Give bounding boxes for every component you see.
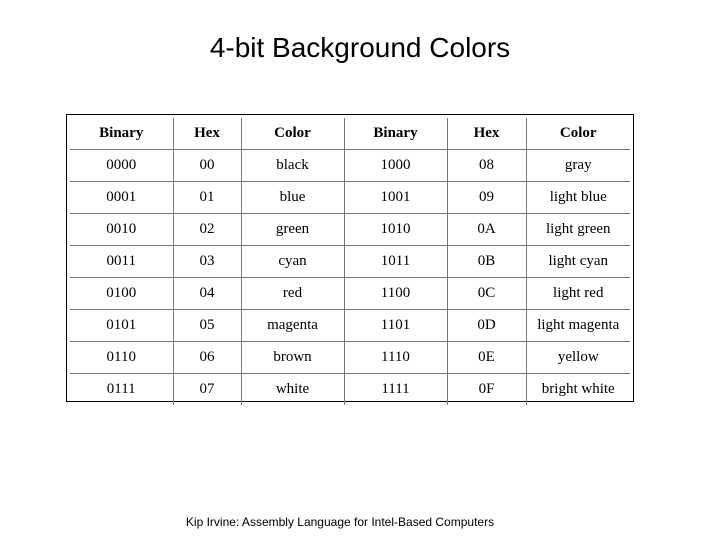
table-cell: light magenta <box>526 310 630 342</box>
table-cell: 05 <box>173 310 241 342</box>
table-cell: black <box>241 150 344 182</box>
table-cell: 0001 <box>70 182 173 214</box>
table-cell: 1000 <box>344 150 447 182</box>
table-cell: 06 <box>173 342 241 374</box>
table-row <box>70 342 630 374</box>
color-table <box>70 118 630 405</box>
header-binary-2: Binary <box>344 118 447 150</box>
table-cell: 1101 <box>344 310 447 342</box>
table-cell: 1100 <box>344 278 447 310</box>
table-cell: 0110 <box>70 342 173 374</box>
table-cell: 00 <box>173 150 241 182</box>
table-cell: bright white <box>526 374 630 406</box>
table-row <box>70 246 630 278</box>
table-cell: cyan <box>241 246 344 278</box>
table-cell: 0010 <box>70 214 173 246</box>
header-binary-1: Binary <box>70 118 173 150</box>
table-cell: 01 <box>173 182 241 214</box>
table-row <box>70 182 630 214</box>
table-cell: white <box>241 374 344 406</box>
table-row <box>70 374 630 406</box>
table-cell: light red <box>526 278 630 310</box>
table-header-row <box>70 118 630 150</box>
table-cell: 1111 <box>344 374 447 406</box>
table-cell: light cyan <box>526 246 630 278</box>
table-cell: 0111 <box>70 374 173 406</box>
table-cell: 08 <box>447 150 526 182</box>
table-cell: 0E <box>447 342 526 374</box>
table-cell: yellow <box>526 342 630 374</box>
table-row <box>70 150 630 182</box>
table-cell: 0B <box>447 246 526 278</box>
table-cell: 0011 <box>70 246 173 278</box>
slide-title: 4-bit Background Colors <box>209 32 511 63</box>
table-cell: green <box>241 214 344 246</box>
header-hex-2: Hex <box>447 118 526 150</box>
table-row <box>70 310 630 342</box>
table-cell: magenta <box>241 310 344 342</box>
table-cell: 1110 <box>344 342 447 374</box>
table-cell: 0101 <box>70 310 173 342</box>
table-row <box>70 214 630 246</box>
table-frame <box>66 114 634 402</box>
table-cell: 04 <box>173 278 241 310</box>
table-cell: 0000 <box>70 150 173 182</box>
table-cell: 0100 <box>70 278 173 310</box>
table-cell: 03 <box>173 246 241 278</box>
header-color-1: Color <box>241 118 344 150</box>
header-color-2: Color <box>526 118 630 150</box>
table-row <box>70 278 630 310</box>
table-cell: 1011 <box>344 246 447 278</box>
table-cell: 0A <box>447 214 526 246</box>
slide-footer: Kip Irvine: Assembly Language for Intel-Based Computers <box>185 515 495 529</box>
table-cell: 0C <box>447 278 526 310</box>
header-hex-1: Hex <box>173 118 241 150</box>
table-cell: 1010 <box>344 214 447 246</box>
table-cell: light green <box>526 214 630 246</box>
table-cell: 07 <box>173 374 241 406</box>
table-cell: 09 <box>447 182 526 214</box>
table-cell: 1001 <box>344 182 447 214</box>
table-cell: light blue <box>526 182 630 214</box>
table-cell: blue <box>241 182 344 214</box>
table-cell: gray <box>526 150 630 182</box>
table-cell: 0F <box>447 374 526 406</box>
table-cell: red <box>241 278 344 310</box>
table-cell: 02 <box>173 214 241 246</box>
table-cell: brown <box>241 342 344 374</box>
table-cell: 0D <box>447 310 526 342</box>
